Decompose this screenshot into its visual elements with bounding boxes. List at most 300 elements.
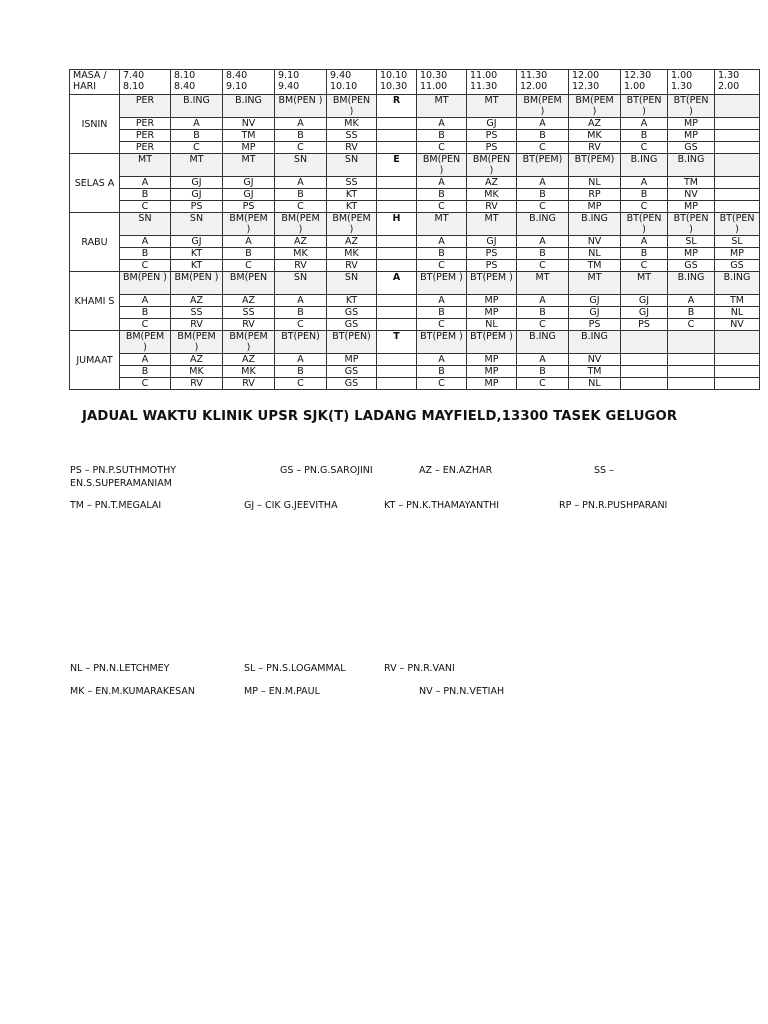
table-cell: SS: [327, 177, 377, 189]
table-cell: [668, 331, 715, 354]
table-cell: PER: [120, 118, 171, 130]
table-cell: C: [275, 378, 327, 390]
table-cell: C: [621, 201, 668, 213]
table-row: [70, 236, 760, 248]
table-cell: A: [621, 118, 668, 130]
table-cell: A: [120, 354, 171, 366]
table-cell: [621, 366, 668, 378]
rehat-cell: [377, 118, 417, 130]
header-line-2: 11.00: [420, 81, 448, 92]
table-cell: MP: [467, 354, 517, 366]
table-cell: BM(PEM ): [120, 331, 171, 354]
header-line-2: 9.10: [226, 81, 248, 92]
table-cell: SN: [327, 272, 377, 295]
table-cell: NL: [715, 307, 760, 319]
table-cell: [621, 354, 668, 366]
legend-mk: MK – EN.M.KUMARAKESAN: [70, 686, 195, 697]
table-row: [70, 130, 760, 142]
table-cell: C: [417, 142, 467, 154]
table-cell: A: [120, 236, 171, 248]
table-cell: BT(PEN ): [668, 95, 715, 118]
rehat-cell: [377, 260, 417, 272]
table-cell: [715, 378, 760, 390]
table-cell: SS: [171, 307, 223, 319]
table-cell: RP: [569, 189, 621, 201]
table-cell: B: [171, 130, 223, 142]
table-cell: KT: [327, 201, 377, 213]
table-cell: C: [171, 142, 223, 154]
table-cell: SS: [327, 130, 377, 142]
day-label: RABU: [70, 213, 120, 272]
table-cell: MP: [327, 354, 377, 366]
table-cell: BT(PEM ): [417, 272, 467, 295]
table-row: [70, 331, 760, 354]
header-time-slot: [621, 70, 668, 95]
table-cell: NV: [569, 236, 621, 248]
table-cell: B.ING: [569, 213, 621, 236]
table-cell: SL: [715, 236, 760, 248]
table-cell: B.ING: [621, 154, 668, 177]
header-line-1: 11.00: [470, 70, 498, 81]
table-row: [70, 272, 760, 295]
table-cell: RV: [223, 378, 275, 390]
table-cell: GS: [327, 378, 377, 390]
table-cell: SN: [275, 154, 327, 177]
table-cell: MK: [467, 189, 517, 201]
header-time-slot: [668, 70, 715, 95]
legend-gj: GJ – CIK G.JEEVITHA: [244, 500, 338, 511]
rehat-cell: [377, 248, 417, 260]
table-cell: MP: [467, 295, 517, 307]
table-cell: GJ: [621, 307, 668, 319]
table-cell: PER: [120, 130, 171, 142]
table-cell: MT: [417, 95, 467, 118]
table-row: [70, 354, 760, 366]
legend-tm: TM – PN.T.MEGALAI: [70, 500, 162, 511]
table-cell: C: [223, 260, 275, 272]
table-cell: BM(PEM ): [171, 331, 223, 354]
rehat-cell: [377, 319, 417, 331]
table-row: [70, 366, 760, 378]
table-cell: C: [621, 260, 668, 272]
table-cell: C: [275, 201, 327, 213]
table-cell: BT(PEN ): [668, 213, 715, 236]
rehat-cell: [377, 236, 417, 248]
legend-rv: RV – PN.R.VANI: [384, 663, 455, 674]
table-cell: MT: [621, 272, 668, 295]
day-label: JUMAAT: [70, 331, 120, 390]
table-cell: B: [223, 248, 275, 260]
table-cell: PS: [569, 319, 621, 331]
table-cell: C: [517, 260, 569, 272]
table-cell: MK: [569, 130, 621, 142]
table-cell: B: [120, 307, 171, 319]
table-cell: RV: [467, 201, 517, 213]
rehat-cell: [377, 201, 417, 213]
legend-mp: MP – EN.M.PAUL: [244, 686, 320, 697]
table-cell: AZ: [171, 295, 223, 307]
legend-kt: KT – PN.K.THAMAYANTHI: [384, 500, 500, 511]
rehat-cell: [377, 366, 417, 378]
header-line-2: 8.10: [123, 81, 145, 92]
header-time-slot: [569, 70, 621, 95]
table-cell: BM(PEM ): [275, 213, 327, 236]
header-line-1: 9.10: [278, 70, 300, 81]
table-cell: SN: [171, 213, 223, 236]
table-row: [70, 307, 760, 319]
header-line-2: 2.00: [718, 81, 740, 92]
table-row: [70, 142, 760, 154]
header-time-slot: [327, 70, 377, 95]
table-cell: C: [517, 378, 569, 390]
timetable-header: [70, 70, 760, 95]
table-cell: A: [517, 354, 569, 366]
table-cell: A: [171, 118, 223, 130]
rehat-letter: E: [377, 154, 417, 177]
header-time-slot: [715, 70, 760, 95]
header-line-2: 9.40: [278, 81, 300, 92]
table-cell: RV: [327, 260, 377, 272]
table-cell: B: [517, 307, 569, 319]
header-line-1: MASA /: [73, 70, 107, 81]
table-cell: B: [621, 189, 668, 201]
header-line-2: 12.00: [520, 81, 548, 92]
table-cell: RV: [171, 378, 223, 390]
table-cell: [715, 331, 760, 354]
table-cell: BM(PEN ): [327, 95, 377, 118]
table-cell: GS: [668, 260, 715, 272]
header-line-2: 10.10: [330, 81, 358, 92]
table-cell: RV: [327, 142, 377, 154]
table-cell: B: [417, 189, 467, 201]
table-cell: BM(PEM ): [327, 213, 377, 236]
table-cell: NL: [467, 319, 517, 331]
table-cell: PS: [467, 130, 517, 142]
table-cell: B.ING: [715, 272, 760, 295]
rehat-cell: [377, 307, 417, 319]
header-time-slot: [417, 70, 467, 95]
table-cell: GS: [327, 319, 377, 331]
table-cell: MP: [223, 142, 275, 154]
table-cell: C: [417, 201, 467, 213]
rehat-cell: [377, 354, 417, 366]
table-cell: B: [275, 366, 327, 378]
table-cell: A: [417, 177, 467, 189]
table-cell: BT(PEM): [517, 154, 569, 177]
legend-az: AZ – EN.AZHAR: [419, 465, 493, 476]
table-cell: MP: [569, 201, 621, 213]
rehat-cell: [377, 295, 417, 307]
table-cell: A: [517, 118, 569, 130]
header-time-slot: [171, 70, 223, 95]
table-cell: B.ING: [223, 95, 275, 118]
table-cell: [715, 189, 760, 201]
table-cell: A: [621, 177, 668, 189]
rehat-letter: R: [377, 95, 417, 118]
table-cell: MP: [668, 201, 715, 213]
table-cell: [621, 378, 668, 390]
table-cell: MT: [223, 154, 275, 177]
table-cell: GJ: [569, 307, 621, 319]
table-cell: B: [517, 130, 569, 142]
table-cell: MK: [275, 248, 327, 260]
table-cell: B: [517, 189, 569, 201]
legend-ps: PS – PN.P.SUTHMOTHY: [70, 465, 177, 476]
table-cell: BM(PEN ): [467, 154, 517, 177]
table-cell: B.ING: [668, 154, 715, 177]
header-line-1: 8.10: [174, 70, 196, 81]
header-line-2: 8.40: [174, 81, 196, 92]
table-cell: [715, 142, 760, 154]
table-cell: [715, 130, 760, 142]
table-cell: BM(PEM ): [223, 213, 275, 236]
table-cell: [715, 118, 760, 130]
table-cell: TM: [668, 177, 715, 189]
table-cell: BT(PEM ): [467, 331, 517, 354]
table-cell: GJ: [171, 177, 223, 189]
legend-nl: NL – PN.N.LETCHMEY: [70, 663, 170, 674]
table-cell: C: [517, 201, 569, 213]
table-cell: A: [417, 354, 467, 366]
table-cell: B: [120, 366, 171, 378]
table-cell: B: [417, 248, 467, 260]
table-cell: B: [668, 307, 715, 319]
table-cell: B: [120, 248, 171, 260]
table-cell: B.ING: [668, 272, 715, 295]
day-label: SELAS A: [70, 154, 120, 213]
table-cell: NV: [715, 319, 760, 331]
table-cell: BT(PEN ): [621, 95, 668, 118]
table-cell: NV: [668, 189, 715, 201]
table-cell: PER: [120, 95, 171, 118]
table-cell: AZ: [467, 177, 517, 189]
table-cell: NL: [569, 177, 621, 189]
table-cell: [668, 354, 715, 366]
table-cell: GJ: [569, 295, 621, 307]
table-cell: TM: [715, 295, 760, 307]
table-row: [70, 319, 760, 331]
header-line-1: 10.30: [420, 70, 448, 81]
table-cell: MP: [668, 118, 715, 130]
table-cell: PS: [223, 201, 275, 213]
table-cell: [715, 177, 760, 189]
table-cell: RV: [569, 142, 621, 154]
table-cell: B: [275, 307, 327, 319]
table-cell: MK: [327, 248, 377, 260]
table-cell: A: [417, 118, 467, 130]
table-cell: A: [417, 236, 467, 248]
header-row: [70, 70, 760, 95]
table-cell: B: [417, 366, 467, 378]
header-line-1: 1.30: [718, 70, 740, 81]
table-row: [70, 213, 760, 236]
table-cell: [715, 366, 760, 378]
table-cell: KT: [327, 189, 377, 201]
table-cell: KT: [171, 260, 223, 272]
table-cell: BM(PEN: [223, 272, 275, 295]
table-cell: MT: [467, 213, 517, 236]
table-cell: GS: [327, 307, 377, 319]
table-cell: AZ: [569, 118, 621, 130]
day-label: KHAMI S: [70, 272, 120, 331]
header-line-2: 1.00: [624, 81, 646, 92]
table-cell: C: [417, 378, 467, 390]
page-title: JADUAL WAKTU KLINIK UPSR SJK(T) LADANG MAYFIELD,13300 TASEK GELUGOR: [82, 409, 678, 424]
table-cell: BM(PEN ): [120, 272, 171, 295]
legend-ss-prefix: SS –: [594, 465, 614, 476]
table-cell: B: [120, 189, 171, 201]
table-cell: A: [223, 236, 275, 248]
table-cell: BT(PEN ): [715, 213, 760, 236]
table-row: [70, 177, 760, 189]
table-cell: A: [517, 236, 569, 248]
table-cell: B.ING: [569, 331, 621, 354]
table-cell: BM(PEN ): [275, 95, 327, 118]
table-cell: A: [621, 236, 668, 248]
header-time-slot: [223, 70, 275, 95]
header-time-slot: [275, 70, 327, 95]
table-cell: C: [517, 319, 569, 331]
rehat-letter: A: [377, 272, 417, 295]
table-cell: BM(PEM ): [569, 95, 621, 118]
table-cell: RV: [223, 319, 275, 331]
table-row: [70, 295, 760, 307]
legend-gs: GS – PN.G.SAROJINI: [280, 465, 373, 476]
rehat-cell: [377, 142, 417, 154]
table-row: [70, 201, 760, 213]
table-cell: C: [517, 142, 569, 154]
table-cell: PS: [467, 142, 517, 154]
table-cell: B: [275, 130, 327, 142]
table-cell: PS: [621, 319, 668, 331]
header-line-1: 9.40: [330, 70, 352, 81]
rehat-cell: [377, 189, 417, 201]
table-cell: A: [517, 295, 569, 307]
table-cell: A: [275, 354, 327, 366]
table-cell: BM(PEM ): [223, 331, 275, 354]
table-cell: KT: [171, 248, 223, 260]
table-cell: MK: [171, 366, 223, 378]
legend-ss-name: EN.S.SUPERAMANIAM: [70, 478, 172, 489]
table-cell: RV: [171, 319, 223, 331]
legend-sl: SL – PN.S.LOGAMMAL: [244, 663, 346, 674]
table-cell: RV: [275, 260, 327, 272]
table-cell: B.ING: [517, 213, 569, 236]
table-cell: GJ: [171, 236, 223, 248]
table-cell: GJ: [467, 118, 517, 130]
table-cell: MT: [171, 154, 223, 177]
table-cell: MK: [327, 118, 377, 130]
table-cell: C: [668, 319, 715, 331]
table-cell: MT: [417, 213, 467, 236]
table-cell: B: [517, 248, 569, 260]
table-cell: B: [621, 130, 668, 142]
header-line-1: 7.40: [123, 70, 145, 81]
table-cell: MT: [120, 154, 171, 177]
table-cell: PS: [467, 248, 517, 260]
table-cell: SN: [275, 272, 327, 295]
rehat-cell: [377, 130, 417, 142]
table-cell: B.ING: [517, 331, 569, 354]
table-cell: [668, 366, 715, 378]
table-cell: B: [517, 366, 569, 378]
table-cell: SN: [327, 154, 377, 177]
header-line-2: HARI: [73, 81, 97, 92]
table-cell: A: [417, 295, 467, 307]
table-cell: PS: [171, 201, 223, 213]
table-cell: NV: [569, 354, 621, 366]
legend-nv: NV – PN.N.VETIAH: [419, 686, 505, 697]
table-cell: GJ: [467, 236, 517, 248]
table-cell: AZ: [171, 354, 223, 366]
table-cell: BT(PEM ): [417, 331, 467, 354]
header-line-2: 1.30: [671, 81, 693, 92]
table-cell: C: [120, 201, 171, 213]
table-cell: MT: [569, 272, 621, 295]
table-cell: AZ: [275, 236, 327, 248]
table-cell: TM: [223, 130, 275, 142]
table-cell: C: [417, 260, 467, 272]
table-cell: AZ: [223, 354, 275, 366]
table-cell: GS: [715, 260, 760, 272]
table-cell: B: [417, 307, 467, 319]
table-cell: [621, 331, 668, 354]
table-cell: C: [120, 260, 171, 272]
timetable: [69, 69, 760, 390]
header-time-slot: [517, 70, 569, 95]
table-cell: C: [275, 319, 327, 331]
table-cell: C: [275, 142, 327, 154]
table-row: [70, 260, 760, 272]
table-cell: TM: [569, 366, 621, 378]
day-label: ISNIN: [70, 95, 120, 154]
table-row: [70, 189, 760, 201]
header-line-1: 11.30: [520, 70, 548, 81]
table-cell: B: [621, 248, 668, 260]
table-cell: BM(PEM ): [517, 95, 569, 118]
table-cell: [668, 378, 715, 390]
header-line-1: 8.40: [226, 70, 248, 81]
table-cell: GJ: [171, 189, 223, 201]
table-cell: B: [275, 189, 327, 201]
table-cell: MP: [467, 378, 517, 390]
table-cell: MP: [467, 366, 517, 378]
table-cell: BT(PEM): [569, 154, 621, 177]
table-cell: GS: [668, 142, 715, 154]
table-cell: NL: [569, 378, 621, 390]
table-cell: [715, 201, 760, 213]
table-cell: SS: [223, 307, 275, 319]
table-cell: A: [275, 118, 327, 130]
table-cell: MP: [668, 248, 715, 260]
header-line-1: 12.00: [572, 70, 600, 81]
table-cell: AZ: [223, 295, 275, 307]
table-cell: MT: [467, 95, 517, 118]
table-row: [70, 378, 760, 390]
table-cell: MK: [223, 366, 275, 378]
table-cell: NL: [569, 248, 621, 260]
table-cell: [715, 154, 760, 177]
table-cell: [715, 354, 760, 366]
table-row: [70, 248, 760, 260]
table-cell: B: [417, 130, 467, 142]
table-cell: BT(PEN): [275, 331, 327, 354]
table-cell: A: [120, 295, 171, 307]
table-cell: NV: [223, 118, 275, 130]
table-cell: C: [120, 378, 171, 390]
table-cell: C: [621, 142, 668, 154]
table-cell: A: [120, 177, 171, 189]
